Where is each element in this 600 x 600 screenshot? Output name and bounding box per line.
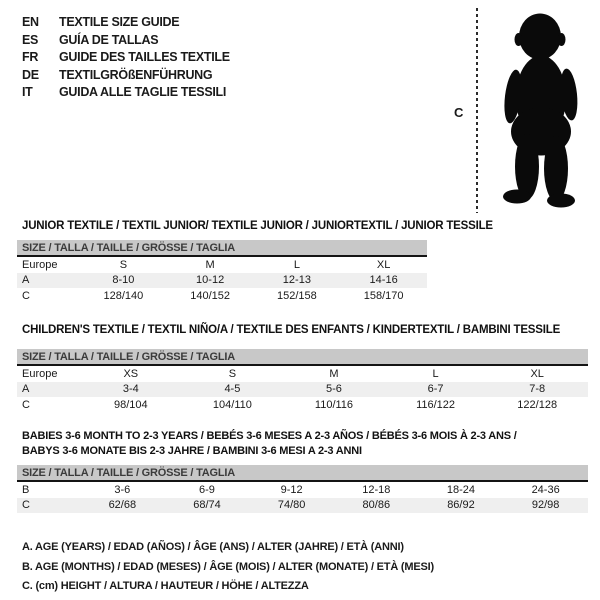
size-cell: 5-6	[283, 382, 385, 398]
size-cell: 3-6	[114, 483, 131, 496]
size-cell: XS	[123, 367, 139, 380]
height-measure-label: C	[454, 105, 464, 120]
size-cell: 110/116	[314, 398, 354, 411]
babies-size-table	[17, 482, 588, 513]
language-code: FR	[22, 50, 39, 64]
language-code: EN	[22, 15, 39, 29]
size-cell: 14-16	[340, 273, 427, 289]
size-cell: 18-24	[446, 483, 476, 496]
size-cell: 6-9	[199, 483, 215, 496]
size-cell: L	[293, 258, 300, 271]
size-cell: 12-18	[362, 483, 391, 496]
toddler-silhouette-image	[489, 7, 599, 212]
language-row	[22, 67, 230, 85]
row-label: C	[17, 498, 80, 514]
size-cell: 98/104	[113, 398, 148, 411]
height-measure-figure	[440, 0, 600, 220]
table-row	[17, 498, 588, 514]
size-cell: 74/80	[249, 498, 334, 514]
size-cell: S	[228, 367, 237, 380]
size-cell: 152/158	[276, 289, 317, 302]
size-cell: 122/128	[517, 398, 558, 411]
language-code: ES	[22, 32, 39, 47]
size-cell: 4-5	[182, 382, 284, 398]
table-row	[17, 288, 427, 304]
section-heading-line-2: BABYS 3-6 MONATE BIS 2-3 JAHRE / BAMBINI 3-6 MESI A 2-3 ANNI	[22, 445, 362, 457]
guide-title: GUIDE DES TAILLES TEXTILE	[59, 50, 230, 64]
size-cell: S	[119, 258, 128, 271]
row-label: B	[22, 483, 30, 496]
guide-title: TEXTILGRÖßENFÜHRUNG	[59, 67, 213, 82]
size-cell: 24-36	[531, 483, 560, 496]
section-heading: JUNIOR TEXTILE / TEXTIL JUNIOR/ TEXTILE JUNIOR / JUNIORTEXTIL / JUNIOR TESSILE	[22, 220, 493, 232]
size-cell: 128/140	[103, 289, 144, 302]
size-cell: 68/74	[165, 498, 250, 514]
legend-line-a: A. AGE (YEARS) / EDAD (AÑOS) / ÂGE (ANS) / ALTER (JAHRE) / ETÀ (ANNI)	[22, 541, 404, 553]
row-label: A	[17, 273, 80, 289]
row-label: C	[22, 398, 30, 411]
size-cell: M	[205, 258, 215, 271]
measurement-legend	[22, 538, 434, 597]
legend-line-b: B. AGE (MONTHS) / EDAD (MESES) / ÂGE (MOIS) / ALTER (MONATE) / ETÀ (MESI)	[22, 560, 434, 573]
table-row	[17, 482, 588, 498]
size-cell: 12-13	[254, 273, 341, 289]
language-row	[22, 14, 230, 32]
size-cell: 62/68	[80, 498, 165, 514]
size-header-bar: SIZE / TALLA / TAILLE / GRÖSSE / TAGLIA	[17, 465, 588, 482]
table-row	[17, 273, 427, 289]
table-row	[17, 366, 588, 382]
height-dotted-line	[476, 8, 478, 213]
children-size-table	[17, 366, 588, 413]
row-label: Europe	[22, 258, 58, 271]
section-childrens-textile	[17, 324, 588, 413]
language-title-list	[22, 14, 230, 102]
size-cell: 80/86	[334, 498, 419, 514]
size-cell: 3-4	[80, 382, 182, 398]
table-row	[17, 257, 427, 273]
junior-size-table	[17, 257, 427, 304]
size-cell: L	[432, 367, 439, 380]
row-label: A	[17, 382, 80, 398]
section-heading: CHILDREN'S TEXTILE / TEXTIL NIÑO/A / TEXTILE DES ENFANTS / KINDERTEXTIL / BAMBINI TESSILE	[22, 324, 561, 336]
size-cell: XL	[530, 367, 544, 380]
row-label: C	[22, 289, 30, 302]
row-label: Europe	[22, 367, 58, 380]
size-cell: 8-10	[80, 273, 167, 289]
language-row	[22, 49, 230, 67]
size-cell: 86/92	[419, 498, 504, 514]
size-cell: 140/152	[190, 289, 230, 302]
legend-line-c: C. (cm) HEIGHT / ALTURA / HAUTEUR / HÖHE / ALTEZZA	[22, 580, 309, 592]
guide-title: GUÍA DE TALLAS	[59, 32, 159, 47]
guide-title: GUIDA ALLE TAGLIE TESSILI	[59, 85, 227, 99]
size-cell: 10-12	[167, 273, 254, 289]
size-cell: 7-8	[486, 382, 588, 398]
language-code: IT	[22, 85, 33, 99]
table-row	[17, 382, 588, 398]
size-cell: 92/98	[503, 498, 588, 514]
section-junior-textile	[17, 220, 493, 304]
guide-title: TEXTILE SIZE GUIDE	[59, 15, 180, 29]
language-row	[22, 84, 230, 102]
size-cell: M	[329, 367, 339, 380]
language-row	[22, 32, 230, 50]
table-row	[17, 397, 588, 413]
size-cell: 6-7	[385, 382, 487, 398]
size-cell: 158/170	[363, 289, 404, 302]
size-header-bar: SIZE / TALLA / TAILLE / GRÖSSE / TAGLIA	[17, 349, 588, 366]
size-cell: 104/110	[212, 398, 252, 411]
size-cell: 116/122	[416, 398, 456, 411]
section-babies-textile	[17, 429, 588, 513]
section-heading-line-1: BABIES 3-6 MONTH TO 2-3 YEARS / BEBÉS 3-6 MESES A 2-3 AÑOS / BÉBÉS 3-6 MOIS À 2-3 ANS /	[22, 430, 517, 442]
language-code: DE	[22, 67, 39, 82]
size-cell: XL	[376, 258, 391, 271]
size-cell: 9-12	[280, 483, 303, 496]
size-header-bar: SIZE / TALLA / TAILLE / GRÖSSE / TAGLIA	[17, 240, 427, 257]
